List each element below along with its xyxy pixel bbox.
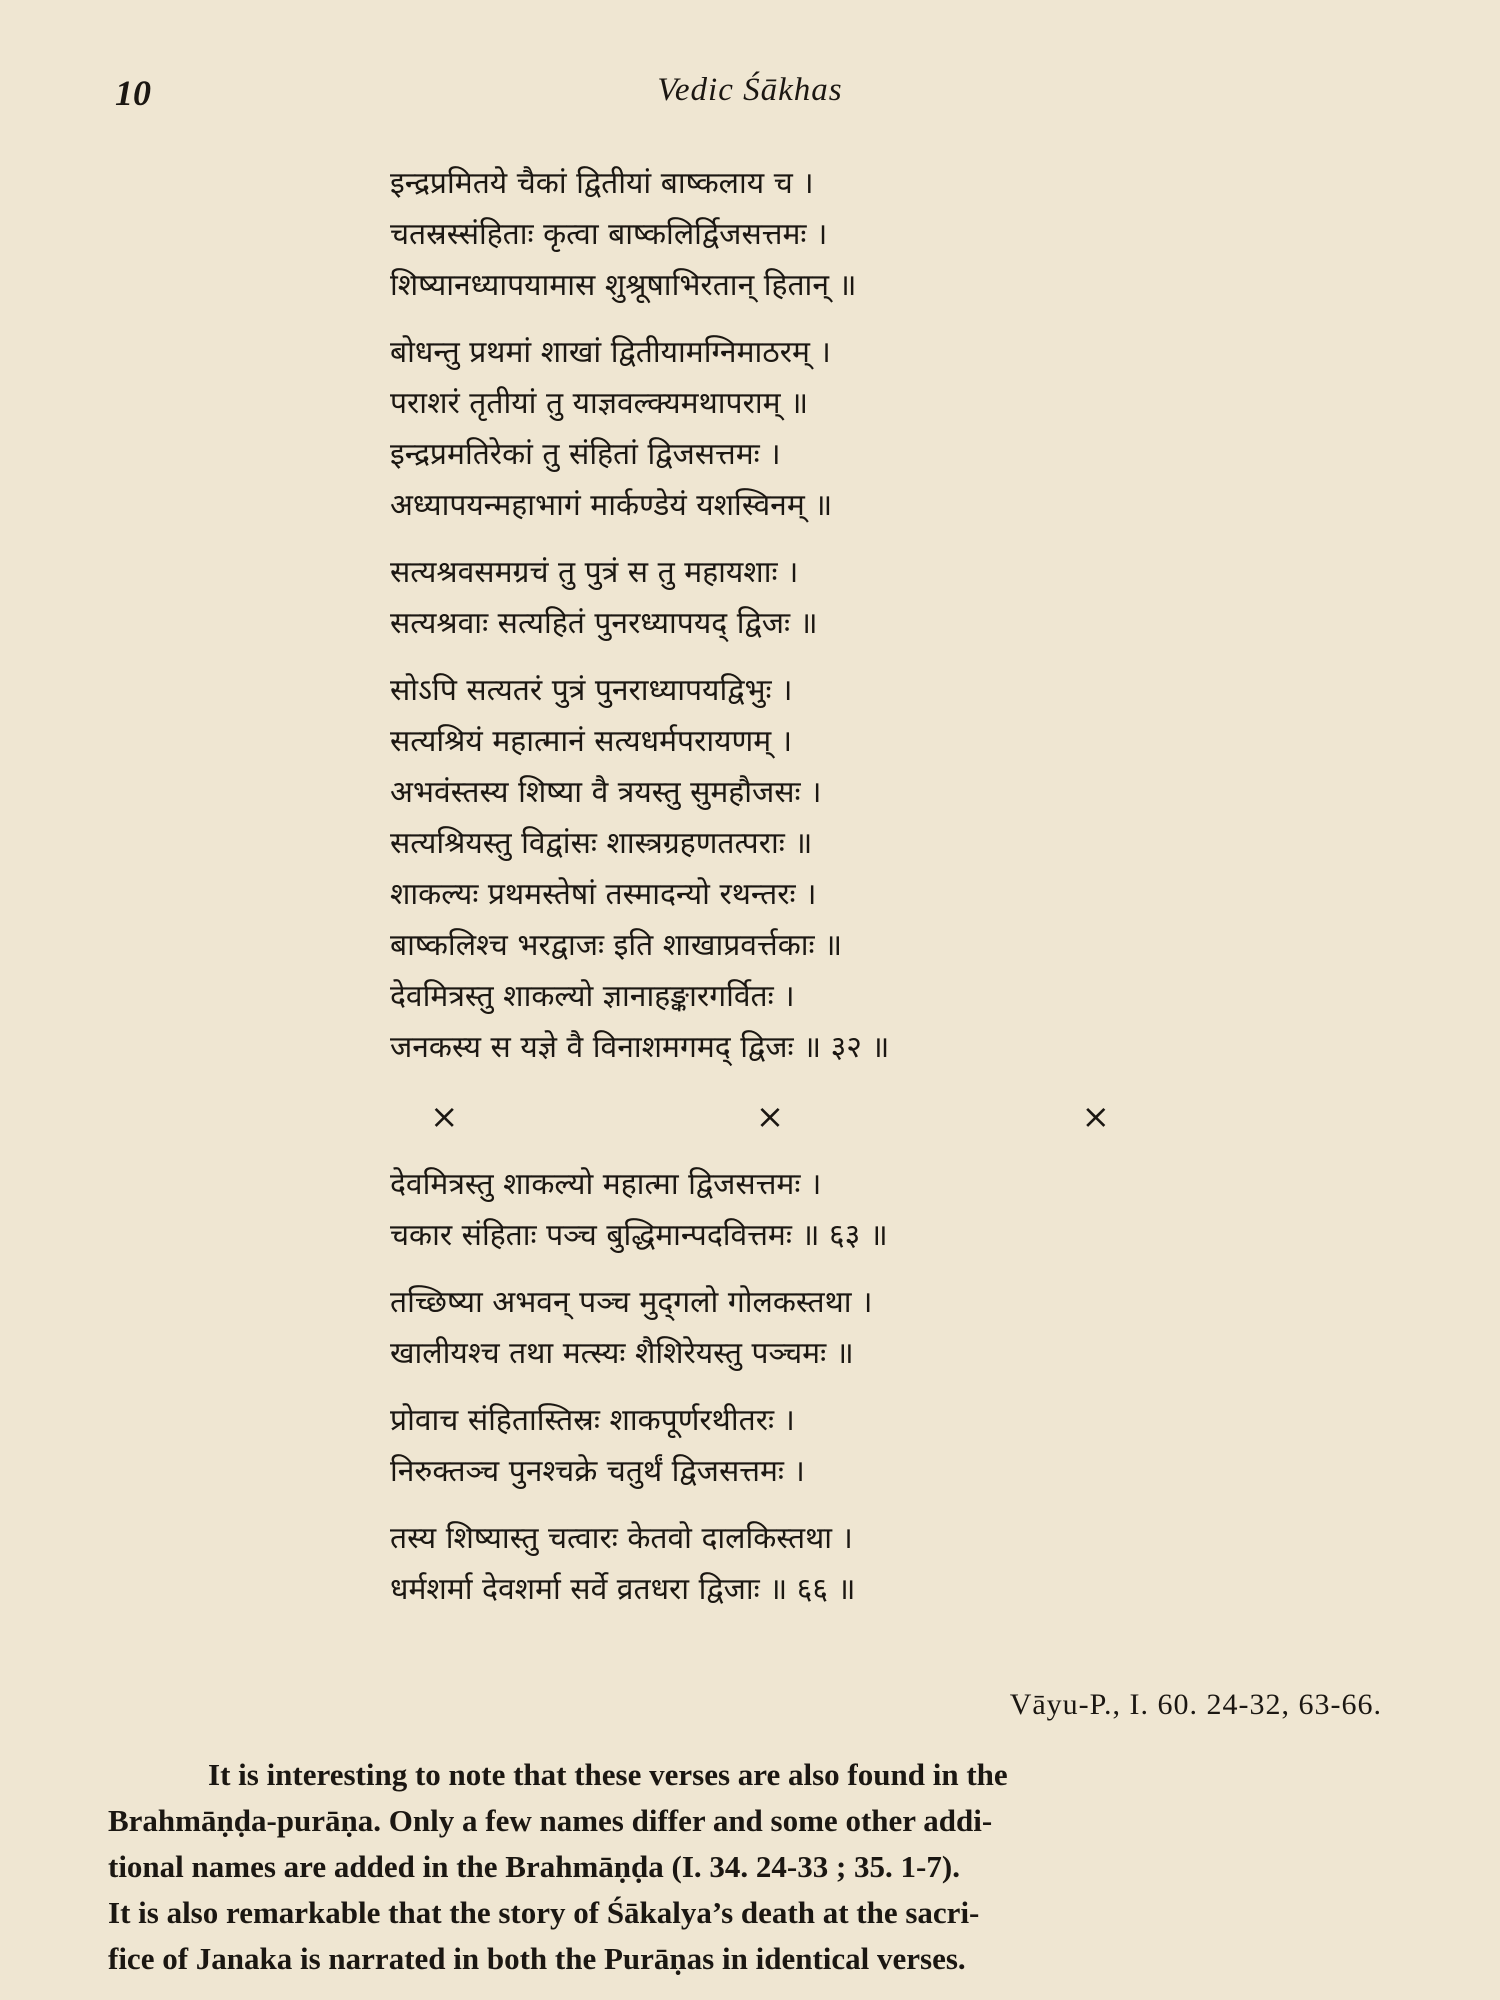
verse-line: अध्यापयन्महाभागं मार्कण्डेयं यशस्विनम् ॥ (390, 488, 833, 523)
paragraph-line: fice of Janaka is narrated in both the Purāṇas in identical verses. (108, 1941, 966, 1976)
verse-line: बोधन्तु प्रथमां शाखां द्वितीयामग्निमाठरम् । (390, 335, 831, 370)
verse-line: तच्छिष्या अभवन् पञ्च मुद्‌गलो गोलकस्तथा । (390, 1285, 873, 1320)
verse-line: सत्यश्रियं महात्मानं सत्यधर्मपरायणम् । (390, 724, 793, 759)
separator-mark: × (755, 1097, 785, 1137)
verse-line: देवमित्रस्तु शाकल्यो महात्मा द्विजसत्तमः । (390, 1167, 822, 1202)
stanza (390, 158, 1210, 311)
verse-line: निरुक्तञ्च पुनश्चक्रे चतुर्थं द्विजसत्तमः । (390, 1454, 805, 1489)
stanza (390, 665, 1210, 1073)
verse-line: इन्द्रप्रमितये चैकां द्वितीयां बाष्कलाय च । (390, 166, 814, 201)
verse-line: शिष्यानध्यापयामास शुश्रूषाभिरतान् हितान् ॥ (390, 268, 857, 303)
running-title: Vedic Śākhas (657, 72, 843, 108)
verse-line: सोऽपि सत्यतरं पुत्रं पुनराध्यापयद्विभुः । (390, 673, 793, 708)
stanza (390, 1513, 1210, 1615)
page-number: 10 (115, 73, 151, 113)
verse-line: इन्द्रप्रमतिरेकां तु संहितां द्विजसत्तमः । (390, 437, 781, 472)
verse-line: चतस्रस्संहिताः कृत्वा बाष्कलिर्द्विजसत्तमः । (390, 217, 828, 252)
paragraph-line: It is also remarkable that the story of Śākalya’s death at the sacri- (108, 1895, 980, 1930)
verse-line: सत्यश्रियस्तु विद्वांसः शास्त्रग्रहणतत्पराः ॥ (390, 826, 813, 861)
paragraph-line: tional names are added in the Brahmāṇḍa (I. 34. 24-33 ; 35. 1-7). (108, 1849, 960, 1884)
verse-line: देवमित्रस्तु शाकल्यो ज्ञानाहङ्कारगर्वितः । (390, 979, 795, 1014)
page-header (0, 72, 1500, 122)
separator-mark: × (1081, 1097, 1110, 1137)
stanza (390, 1277, 1210, 1379)
verse-line: खालीयश्च तथा मत्स्यः शैशिरेयस्तु पञ्चमः ॥ (390, 1336, 854, 1371)
stanza (390, 1395, 1210, 1497)
verse-block (390, 158, 1210, 1631)
stanza (390, 547, 1210, 649)
verse-line: शाकल्यः प्रथमस्तेषां तस्मादन्यो रथन्तरः । (390, 877, 817, 912)
verse-line: पराशरं तृतीयां तु याज्ञवल्क्यमथापराम् ॥ (390, 386, 809, 421)
verse-line: चकार संहिताः पञ्च बुद्धिमान्पदवित्तमः ॥ ६३ ॥ (390, 1218, 888, 1253)
verse-line: अभवंस्तस्य शिष्या वै त्रयस्तु सुमहौजसः । (390, 775, 822, 810)
verse-line: सत्यश्रवसमग्रचं तु पुत्रं स तु महायशाः । (390, 555, 799, 590)
omission-separator (390, 1089, 1110, 1145)
stanza (390, 327, 1210, 531)
verse-line: बाष्कलिश्च भरद्वाजः इति शाखाप्रवर्त्तकाः ॥ (390, 928, 843, 963)
verse-line: तस्य शिष्यास्तु चत्वारः केतवो दालकिस्तथा । (390, 1521, 853, 1556)
paragraph-line: Brahmāṇḍa-purāṇa. Only a few names differ and some other addi- (108, 1803, 993, 1838)
paragraph-line: It is interesting to note that these verses are also found in the (208, 1757, 1008, 1792)
separator-mark: × (430, 1097, 459, 1137)
verse-line: सत्यश्रवाः सत्यहितं पुनरध्यापयद् द्विजः ॥ (390, 606, 818, 641)
verse-line: प्रोवाच संहितास्तिस्रः शाकपूर्णरथीतरः । (390, 1403, 795, 1438)
stanza (390, 1159, 1210, 1261)
verse-line: जनकस्य स यज्ञे वै विनाशमगमद् द्विजः ॥ ३२ ॥ (390, 1030, 890, 1065)
source-citation: Vāyu-P., I. 60. 24-32, 63-66. (1009, 1688, 1382, 1721)
verse-line: धर्मशर्मा देवशर्मा सर्वे व्रतधरा द्विजाः ॥ ६६ ॥ (390, 1572, 856, 1607)
commentary-paragraph (108, 1752, 1388, 1982)
